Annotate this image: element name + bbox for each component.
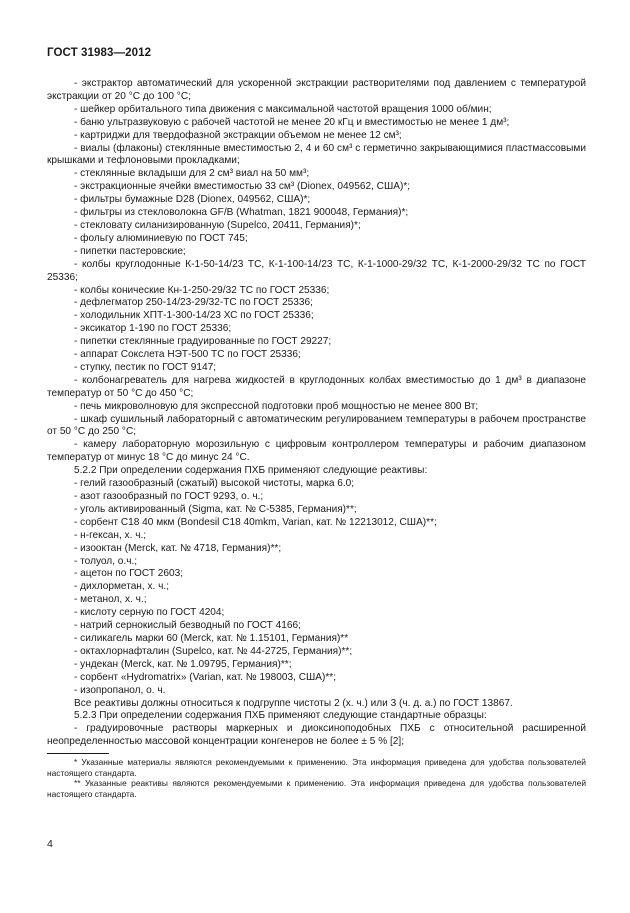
paragraph: - октахлорнафталин (Supelco, кат. № 44-2725, Германия)**; [74,645,353,657]
paragraph: - изопропанол, о. ч. [74,684,166,696]
paragraph: - фильтры из стекловолокна GF/B (Whatman, 1821 900048, Германия)*; [74,207,409,219]
paragraph: - силикагель марки 60 (Merck, кат. № 1.15101, Германия)** [74,632,349,644]
paragraph: - кислоту серную по ГОСТ 4204; [74,607,225,619]
document-body [47,78,586,800]
paragraph: - картриджи для твердофазной экстракции объемом не менее 12 см³; [74,129,402,141]
paragraph: - гелий газообразный (сжатый) высокой чистоты, марка 6.0; [74,478,355,490]
paragraph: - градуировочные растворы маркерных и диоксиноподобных ПХБ с относительной расширенной неопределенностью массовой концентрации конгенеров не более ± 5 % [2]; [47,723,586,748]
paragraph: - колбы конические Кн-1-250-29/32 ТС по ГОСТ 25336; [74,284,330,296]
paragraph: - уголь активированный (Sigma, кат. № С-5385, Германия)**; [74,503,357,515]
paragraph: - метанол, х. ч.; [74,594,147,606]
paragraph: - ступку, пестик по ГОСТ 9147; [74,361,217,373]
paragraph: - фольгу алюминиевую по ГОСТ 745; [74,232,248,244]
paragraph: - аппарат Сокслета НЭТ-500 ТС по ГОСТ 25336; [74,349,301,361]
paragraph: - баню ультразвуковую с рабочей частотой не менее 20 кГц и вместимостью не менее 1 дм³; [74,116,510,128]
paragraph: - изооктан (Merck, кат. № 4718, Германия)**; [74,542,282,554]
footnote: ** Указанные реактивы являются рекомендуемыми к применению. Эта информация приведена для удобства пользователей настоящего стандарта. [47,778,586,799]
footnote-list [47,757,586,799]
document-header: ГОСТ 31983—2012 [47,47,152,59]
paragraph: - н-гексан, х. ч.; [74,529,147,541]
paragraph: - шейкер орбитального типа движения с максимальной частотой вращения 1000 об/мин; [74,103,492,115]
paragraph: - сорбент С18 40 мкм (Bondesil С18 40mkm, Varian, кат. № 12213012, США)**; [74,516,437,528]
paragraph: - пипетки стеклянные градуированные по ГОСТ 29227; [74,336,332,348]
paragraph: - колбонагреватель для нагрева жидкостей в круглодонных колбах вместимостью до 1 дм³ в диапазоне температур от 50 °С до 450 °С; [47,374,586,399]
paragraph: 5.2.3 При определении содержания ПХБ применяют следующие стандартные образцы: [74,710,487,722]
paragraph-list [47,78,586,749]
paragraph: - ундекан (Merck, кат. № 1.09795, Германия)**; [74,658,292,670]
paragraph: - виалы (флаконы) стеклянные вместимостью 2, 4 и 60 см³ с герметично закрывающимися пластмассовыми крышками и тефлоновыми прокладками; [47,142,586,167]
paragraph: - экстракционные ячейки вместимостью 33 см³ (Dionex, 049562, США)*; [74,181,411,193]
paragraph: - ацетон по ГОСТ 2603; [74,568,184,580]
paragraph: - стекловату силанизированную (Supelco, 20411, Германия)*; [74,219,361,231]
paragraph: - экстрактор автоматический для ускоренной экстракции растворителями под давлением с температурой экстракции от 20 °С до 100 °С; [47,78,586,102]
paragraph: Все реактивы должны относиться к подгруппе чистоты 2 (х. ч.) или 3 (ч. д. а.) по ГОСТ 13867. [74,697,513,709]
paragraph: - печь микроволновую для экспрессной подготовки проб мощностью не менее 800 Вт; [74,400,479,412]
paragraph: - сорбент «Hydromatrix» (Varian, кат. № 198003, США)**; [74,671,337,683]
paragraph: - дихлорметан, х. ч.; [74,581,170,593]
paragraph: - дефлегматор 250-14/23-29/32-ТС по ГОСТ 25336; [74,297,313,309]
paragraph: - камеру лабораторную морозильную с цифровым контроллером температуры и рабочим диапазоном температур от минус 18 °С до минус 24 °С. [47,439,586,464]
paragraph: - пипетки пастеровские; [74,245,186,257]
paragraph: - колбы круглодонные К-1-50-14/23 ТС, К-1-100-14/23 ТС, К-1-1000-29/32 ТС, К-1-2000-29/32 ТС по ГОСТ 25336; [47,258,586,283]
paragraph: - стеклянные вкладыши для 2 см³ виал на 50 мм³; [74,168,310,180]
paragraph: - шкаф сушильный лабораторный с автоматическим регулированием температуры в рабочем пространстве от 50 °С до 250 °С; [47,413,586,438]
paragraph: - фильтры бумажные D28 (Dionex, 049562, США)*; [74,194,311,206]
paragraph: - азот газообразный по ГОСТ 9293, о. ч.; [74,491,264,502]
footnote: * Указанные материалы являются рекомендуемыми к применению. Эта информация приведена для удобства пользователей настоящего стандарта. [47,757,586,778]
paragraph: - толуол, о.ч.; [74,555,138,567]
paragraph: - эксикатор 1-190 по ГОСТ 25336; [74,323,232,335]
footnote-separator [47,753,109,754]
paragraph: 5.2.2 При определении содержания ПХБ применяют следующие реактивы: [74,465,428,477]
page-number: 4 [47,838,53,850]
paragraph: - натрий сернокислый безводный по ГОСТ 4166; [74,620,301,632]
paragraph: - холодильник ХПТ-1-300-14/23 ХС по ГОСТ 25336; [74,310,314,322]
